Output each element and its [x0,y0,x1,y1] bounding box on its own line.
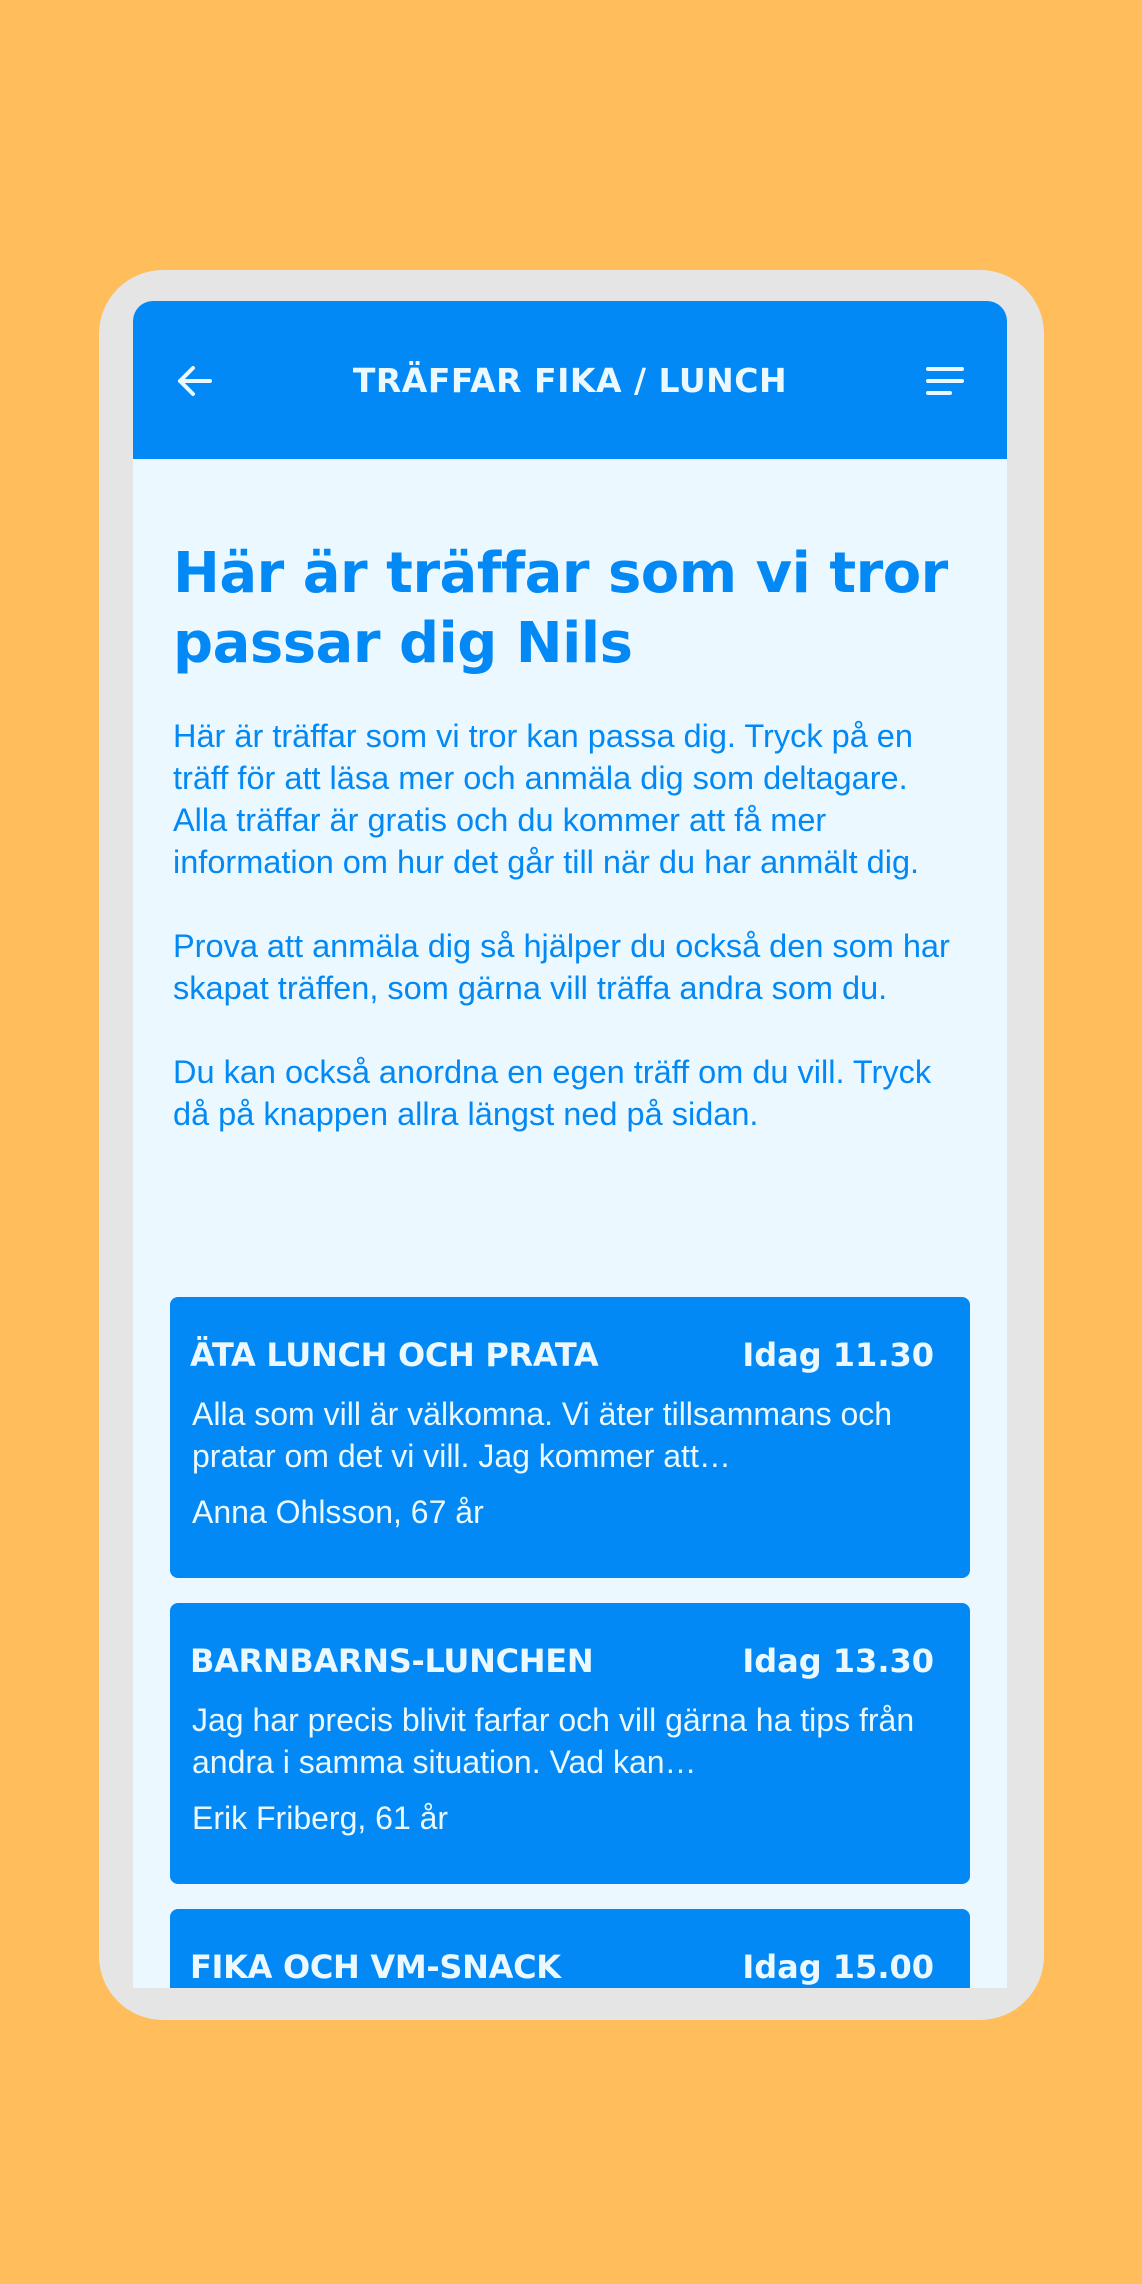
menu-lines-icon [924,360,966,402]
meeting-description: Jag har precis blivit farfar och vill gärna ha tips från andra i samma situation. Vad kan… [192,1702,915,1780]
device-frame [99,270,1044,2020]
meeting-time: Idag 11.30 [742,1336,934,1374]
meeting-author: Anna Ohlsson, 67 år [192,1494,484,1530]
app-screen [133,301,1007,1988]
intro-section [173,539,963,1135]
meeting-title: ÄTA LUNCH OCH PRATA [190,1336,599,1374]
menu-button[interactable] [915,351,975,411]
headline: Här är träffar som vi tror passar dig Nils [173,541,948,676]
meeting-description: Alla som vill är välkomna. Vi äter tillsammans och pratar om det vi vill. Jag kommer att… [192,1396,893,1474]
meeting-card[interactable] [170,1297,970,1578]
page-title: TRÄFFAR FIKA / LUNCH [352,361,788,400]
app-header [133,301,1007,459]
meeting-card[interactable] [170,1603,970,1884]
intro-text: Här är träffar som vi tror kan passa dig. Tryck på en träff för att läsa mer och anmäla dig som deltagare. Alla träffar är gratis och du kommer att få mer information om hur det går till när du har anmält dig. Prova att anmäla dig så hjälper du också den som har skapat träffen, som gärna vill träffa andra som du. Du kan också anordna en egen träff om du vill. Tryck då på knappen allra längst ned på sidan. [173,718,950,1132]
meeting-time: Idag 15.00 [742,1948,934,1986]
meeting-title: FIKA OCH VM-SNACK [190,1948,561,1986]
meeting-title: BARNBARNS-LUNCHEN [190,1642,594,1680]
arrow-left-icon [174,360,216,402]
meeting-list [170,1297,970,1988]
meeting-author: Erik Friberg, 61 år [192,1800,449,1836]
back-button[interactable] [165,351,225,411]
meeting-card[interactable] [170,1909,970,1988]
meeting-time: Idag 13.30 [742,1642,934,1680]
